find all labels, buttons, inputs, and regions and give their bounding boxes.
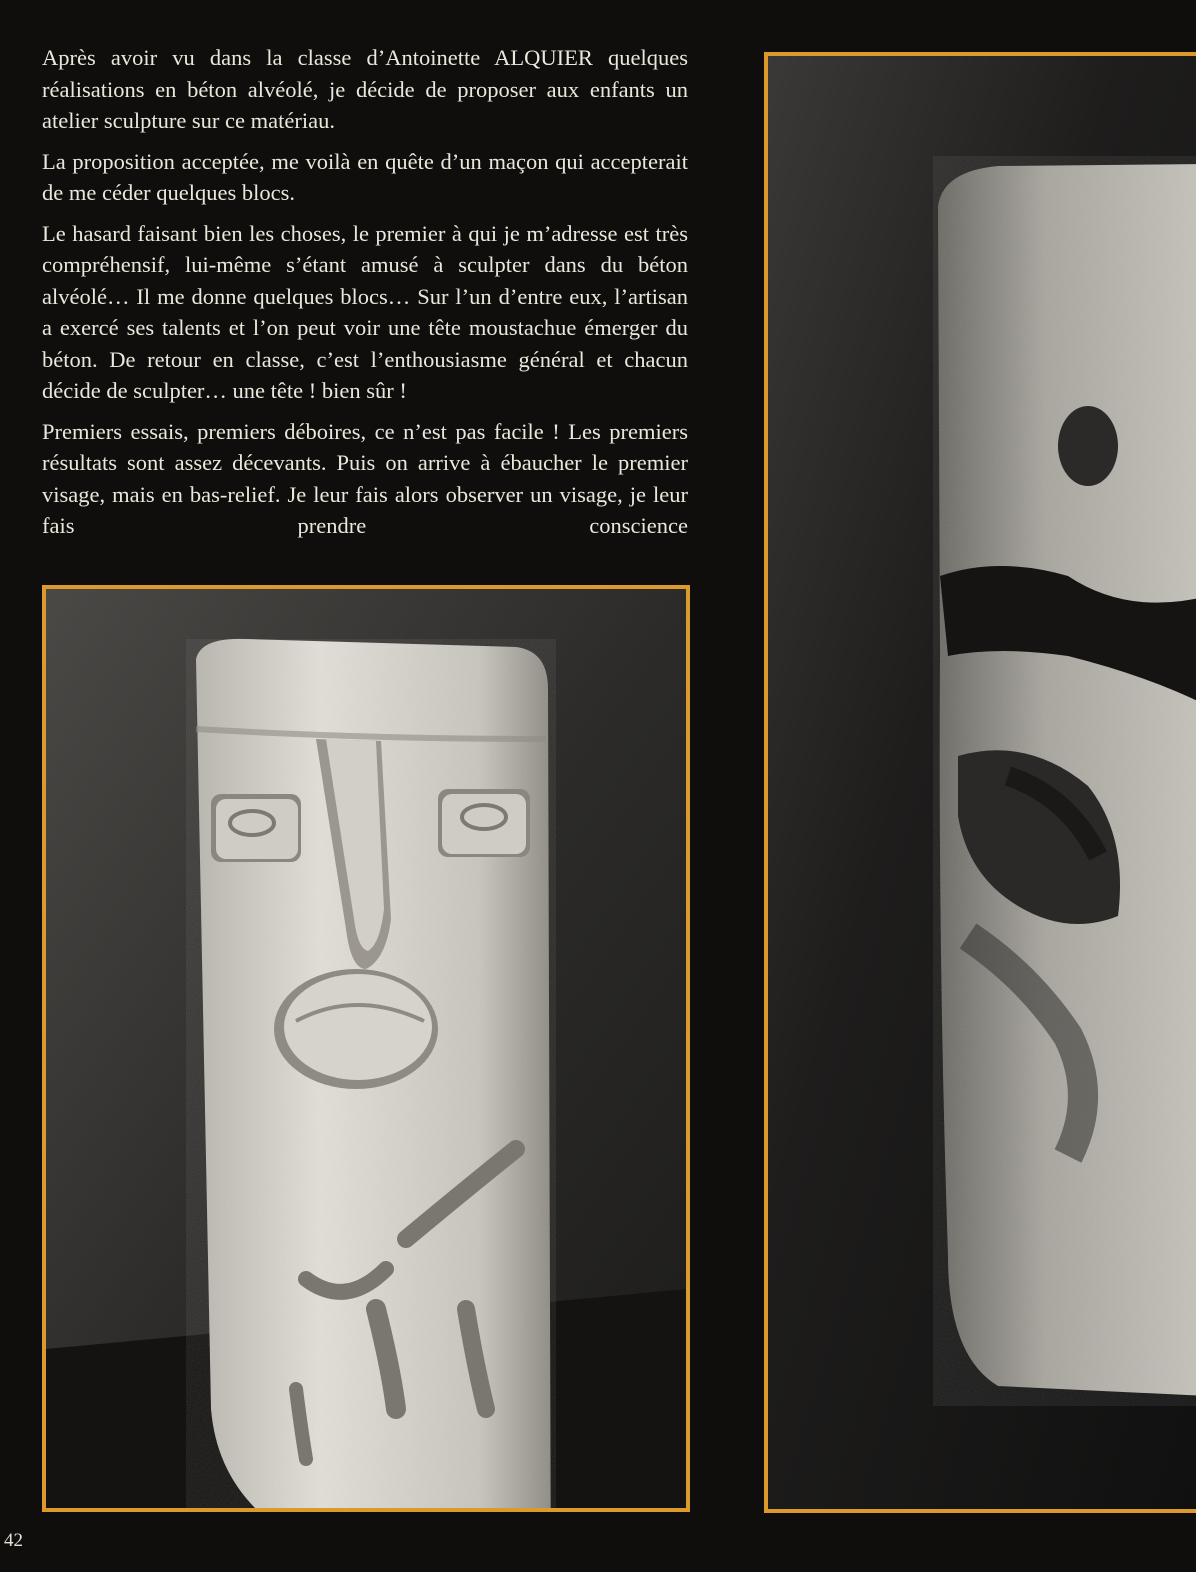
article-text	[42, 42, 688, 554]
paragraph-2: La proposition acceptée, me voilà en quête d’un maçon qui accepterait de me céder quelques blocs.	[42, 148, 688, 205]
paragraph-1: Après avoir vu dans la classe d’Antoinette ALQUIER quelques réalisations en béton alvéolé, je décide de proposer aux enfants un atelier sculpture sur ce matériau.	[42, 45, 688, 133]
sculpture-photo-right	[764, 52, 1196, 1513]
sculpture-head-image	[768, 56, 1196, 1509]
sculpture-face-image	[46, 589, 686, 1508]
paragraph-4: Premiers essais, premiers déboires, ce n’est pas facile ! Les premiers résultats sont assez décevants. Puis on arrive à ébaucher le premier visage, mais en bas-relief. Je leur fais alors observer un visage, je leur fais prendre conscience	[42, 418, 688, 538]
page-number: 42	[4, 1530, 23, 1551]
sculpture-photo-left	[42, 585, 690, 1512]
paragraph-3: Le hasard faisant bien les choses, le premier à qui je m’adresse est très compréhensif, lui-même s’étant amusé à sculpter dans du béton alvéolé… Il me donne quelques blocs… Sur l’un d’entre eux, l’artisan a exercé ses talents et l’on peut voir une tête moustachue émerger du béton. De retour en classe, c’est l’enthousiasme général et chacun décide de sculpter… une tête ! bien sûr !	[42, 220, 688, 403]
